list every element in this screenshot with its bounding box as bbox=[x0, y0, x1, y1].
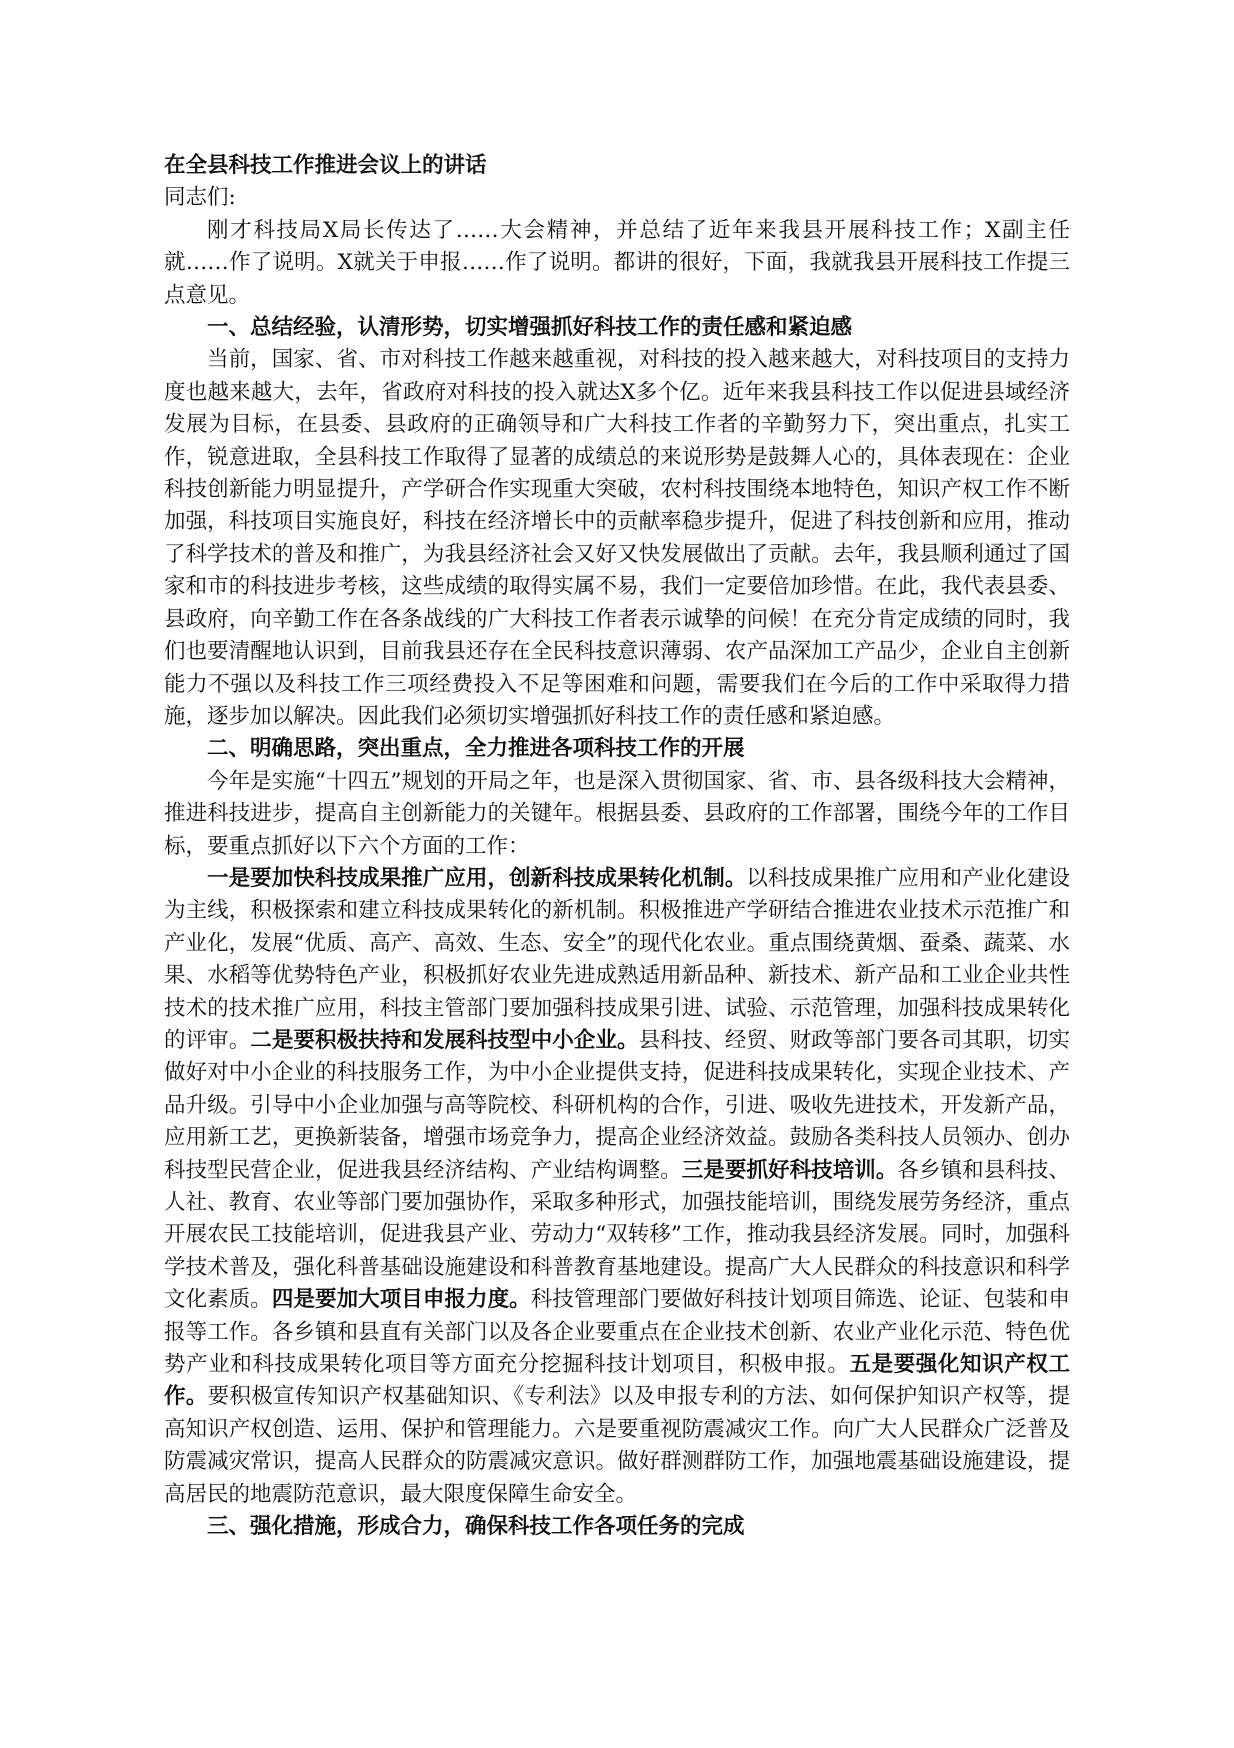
item-5-lead: 五是要强化知识产权工作。 bbox=[164, 1352, 1070, 1410]
document-page bbox=[164, 150, 1070, 1543]
item-1-lead: 一是要加快科技成果推广应用，创新科技成果转化机制。 bbox=[207, 865, 747, 891]
section-3-heading: 三、强化措施，形成合力，确保科技工作各项任务的完成 bbox=[207, 1514, 745, 1540]
item-3-lead: 三是要抓好科技培训。 bbox=[681, 1157, 898, 1183]
section-2-intro: 今年是实施“十四五”规划的开局之年，也是深入贯彻国家、省、市、县各级科技大会精神，推进科技进步，提高自主创新能力的关键年。根据县委、县政府的工作部署，围绕今年的工作目标，要重点抓好以下六个方面的工作： bbox=[164, 768, 1070, 859]
item-3-text: 各乡镇和县科技、人社、教育、农业等部门要加强协作，采取多种形式，加强技能培训，围绕发展劳务经济，重点开展农民工技能培训，促进我县产业、劳动力“双转移”工作，推动我县经济发展。同时，加强科学技术普及，强化科普基础设施建设和科普教育基地建设。提高广大人民群众的科技意识和科学文化素质。 bbox=[164, 1157, 1070, 1313]
item-5-text: 要积极宣传知识产权基础知识、《专利法》以及申报专利的方法、如何保护知识产权等，提高知识产权创造、运用、保护和管理能力。六是要重视防震减灾工作。向广大人民群众广泛普及防震减灾常识，提高人民群众的防震减灾意识。做好群测群防工作，加强地震基础设施建设，提高居民的地震防范意识，最大限度保障生命安全。 bbox=[164, 1384, 1070, 1507]
section-1-heading: 一、总结经验，认清形势，切实增强抓好科技工作的责任感和紧迫感 bbox=[207, 315, 853, 341]
item-4-lead: 四是要加大项目申报力度。 bbox=[271, 1287, 531, 1313]
item-2-lead: 二是要积极扶持和发展科技型中小企业。 bbox=[250, 1027, 639, 1053]
section-1-body: 当前，国家、省、市对科技工作越来越重视，对科技的投入越来越大，对科技项目的支持力度也越来越大，去年，省政府对科技的投入就达X多个亿。近年来我县科技工作以促进县域经济发展为目标，在县委、县政府的正确领导和广大科技工作者的辛勤努力下，突出重点，扎实工作，锐意进取，全县科技工作取得了显著的成绩总的来说形势是鼓舞人心的，具体表现在：企业科技创新能力明显提升，产学研合作实现重大突破，农村科技围绕本地特色，知识产权工作不断加强，科技项目实施良好，科技在经济增长中的贡献率稳步提升，促进了科技创新和应用，推动了科学技术的普及和推广，为我县经济社会又好又快发展做出了贡献。去年，我县顺利通过了国家和市的科技进步考核，这些成绩的取得实属不易，我们一定要倍加珍惜。在此，我代表县委、县政府，向辛勤工作在各条战线的广大科技工作者表示诚挚的问候！在充分肯定成绩的同时，我们也要清醒地认识到，目前我县还存在全民科技意识薄弱、农产品深加工产品少，企业自主创新能力不强以及科技工作三项经费投入不足等困难和问题，需要我们在今后的工作中采取得力措施，逐步加以解决。因此我们必须切实增强抓好科技工作的责任感和紧迫感。 bbox=[164, 347, 1070, 729]
item-4-text: 科技管理部门要做好科技计划项目筛选、论证、包装和申报等工作。各乡镇和县直有关部门以及各企业要重点在企业技术创新、农业产业化示范、特色优势产业和科技成果转化项目等方面充分挖掘科技计划项目，积极申报。 bbox=[164, 1287, 1070, 1378]
item-1-text: 以科技成果推广应用和产业化建设为主线，积极探索和建立科技成果转化的新机制。积极推进产学研结合推进农业技术示范推广和产业化，发展“优质、高产、高效、生态、安全”的现代化农业。重点围绕黄烟、蚕桑、蔬菜、水果、水稻等优势特色产业，积极抓好农业先进成熟适用新品种、新技术、新产品和工业企业共性技术的技术推广应用，科技主管部门要加强科技成果引进、试验、示范管理，加强科技成果转化的评审。 bbox=[164, 865, 1070, 1053]
intro-paragraph: 刚才科技局X局长传达了……大会精神，并总结了近年来我县开展科技工作；X副主任就……作了说明。X就关于申报……作了说明。都讲的很好，下面，我就我县开展科技工作提三点意见。 bbox=[164, 217, 1070, 308]
section-2-items-paragraph bbox=[164, 863, 1070, 1511]
item-2-text: 县科技、经贸、财政等部门要各司其职，切实做好对中小企业的科技服务工作，为中小企业提供支持，促进科技成果转化，实现企业技术、产品升级。引导中小企业加强与高等院校、科研机构的合作，引进、吸收先进技术，开发新产品，应用新工艺，更换新装备，增强市场竞争力，提高企业经济效益。鼓励各类科技人员领办、创办科技型民营企业，促进我县经济结构、产业结构调整。 bbox=[164, 1027, 1070, 1183]
salutation: 同志们: bbox=[164, 185, 236, 211]
section-2-heading: 二、明确思路，突出重点，全力推进各项科技工作的开展 bbox=[207, 736, 745, 762]
document-title: 在全县科技工作推进会议上的讲话 bbox=[164, 153, 487, 178]
